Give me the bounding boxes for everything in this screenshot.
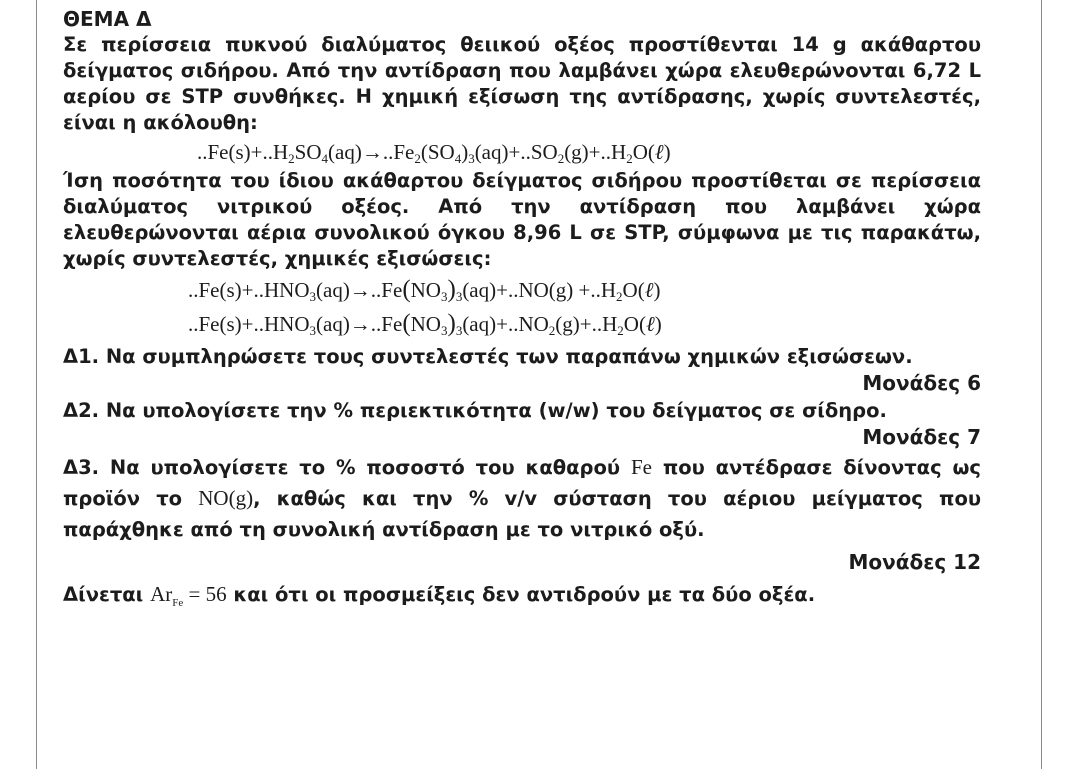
second-paragraph: Ίση ποσότητα του ίδιου ακάθαρτου δείγματος σιδήρου προστίθεται σε περίσσεια διαλύματος νιτρικού οξέος. Από την αντίδραση που λαμβάνει χώρα ελευθερώνονται αέρια συνολικού όγκου 8,96 L σε STP, σύμφωνα με τις παρακάτω, χωρίς συντελεστές, χημικές εξισώσεις:: [63, 169, 981, 270]
intro-paragraph: Σε περίσσεια πυκνού διαλύματος θειικού οξέος προστίθενται 14 g ακάθαρτου δείγματος σιδήρου. Από την αντίδραση που λαμβάνει χώρα ελευθερώνονται 6,72 L αερίου σε STP συνθήκες. Η χημική εξίσωση της αντίδρασης, χωρίς συντελεστές, είναι η ακόλουθη:: [63, 33, 981, 134]
question-d2: Δ2. Να υπολογίσετε την % περιεκτικότητα (w/w) του δείγματος σε σίδηρο.: [63, 399, 887, 422]
marks-d3: Μονάδες 12: [848, 550, 981, 574]
question-d3: [63, 452, 981, 545]
question-d3-part3: , καθώς και την % v/v σύσταση του αέριου μείγματος που παράχθηκε από τη συνολική αντίδραση με το νιτρικό οξύ.: [63, 487, 982, 541]
given-text: και ότι οι προσμείξεις δεν αντιδρούν με τα δύο οξέα.: [233, 583, 816, 606]
document-body: [63, 6, 981, 608]
atomic-mass-formula: $Ar_{Fe} = 56$: [150, 582, 227, 609]
question-d3-part2: που αντέδρασε δίνοντας ως προϊόν το: [63, 456, 981, 510]
section-title: ΘΕΜΑ Δ: [63, 7, 152, 31]
formula-no: NO(g): [198, 486, 254, 510]
given-data: [63, 581, 981, 608]
marks-d1: Μονάδες 6: [862, 371, 981, 395]
question-d1: Δ1. Να συμπληρώσετε τους συντελεστές των παραπάνω χημικών εξισώσεων.: [63, 345, 913, 368]
given-label: Δίνεται: [63, 583, 144, 606]
equation-iron-sulfuric-acid: $..Fe(s)+..H_2SO_4(aq)\to..Fe_2(SO_4)_3(aq)+..SO_2(g)+..H_2O(\ell)$: [197, 140, 671, 166]
question-d3-part1: Δ3. Να υπολογίσετε το % ποσοστό του καθαρού: [63, 456, 621, 479]
equation-iron-nitric-acid-no: $..Fe(s)+..HNO_3(aq)\to..Fe(NO_3)_3(aq)+..NO(g)$ $+..H_2O(\ell)$: [188, 276, 661, 304]
formula-fe: Fe: [630, 455, 652, 479]
equation-iron-nitric-acid-no2: $..Fe(s)+..HNO_3(aq)\to..Fe(NO_3)_3(aq)+..NO_2(g)+..H_2O(\ell)$: [188, 310, 662, 338]
marks-d2: Μονάδες 7: [862, 425, 981, 449]
